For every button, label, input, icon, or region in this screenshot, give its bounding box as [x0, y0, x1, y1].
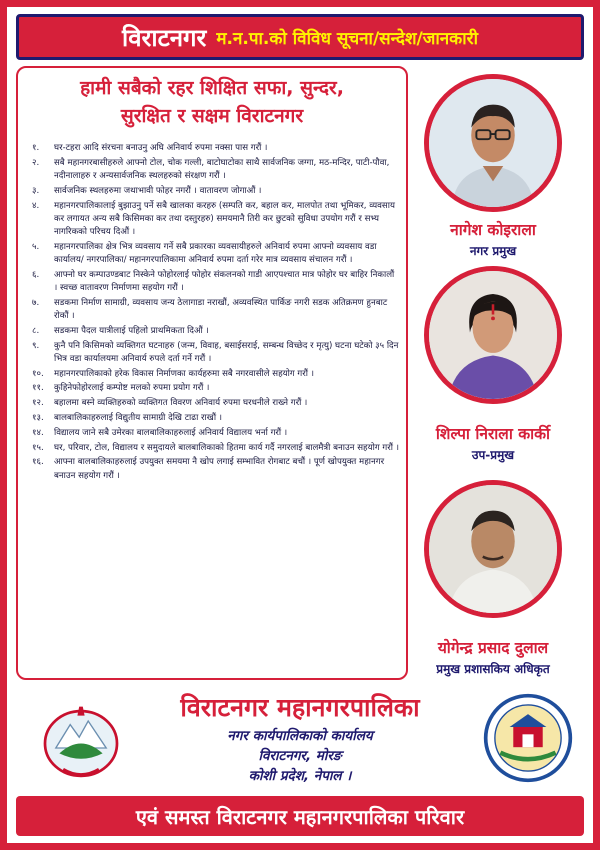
list-item [26, 442, 400, 455]
item-text: सडकमा निर्माण सामाग्री, व्यवसाय जन्य ठेलागाडा नराखौं, अव्यवस्थित पार्किङ नगरी सडक अतिक्रमण हुनबाट रोकौं । [54, 297, 388, 321]
deputy-mayor-portrait-icon [429, 271, 557, 399]
item-number: १०. [32, 368, 44, 379]
officials-column [408, 66, 578, 686]
item-text: कुहिनेफोहोरलाई कम्पोष्ट मलको रुपमा प्रयोग गरौं । [54, 383, 210, 394]
cao-photo [424, 480, 562, 618]
item-text: महानगरपालिका क्षेत्र भित्र व्यवसाय गर्ने सबै प्रकारका व्यवसायीहरुले अनिवार्य रुपमा आफ्नो व्यवसाय वडा कार्यालय/ नगरपालिका/ महानगरपालिकामा अनिवार्य रुपमा दर्ता गरेर मात्र व्यवसाय संचालन गरौं । [54, 241, 377, 265]
list-item [26, 297, 400, 323]
slogan-line-2: सुरक्षित र सक्षम विराटनगर [120, 105, 304, 127]
mayor-name: नागेश कोइराला [450, 221, 536, 239]
item-number: १३. [32, 412, 44, 423]
item-number: १२. [32, 398, 44, 409]
list-item [26, 382, 400, 395]
office-province: कोशी प्रदेश, नेपाल । [248, 768, 352, 784]
slogan-headline [18, 68, 406, 130]
list-item [26, 456, 400, 482]
cao-role: प्रमुख प्रशासकिय अधिकृत [436, 662, 550, 676]
list-item [26, 368, 400, 381]
item-text: बालबालिकाहरुलाई विद्युतीय सामाग्री देखि टाढा राखौं । [54, 412, 223, 423]
metropolitan-logo [482, 692, 574, 784]
mayor-photo [424, 74, 562, 212]
metropolitan-logo-icon [482, 692, 574, 784]
item-text: घर, परिवार, टोल, विद्यालय र समुदायले बालबालिकाको हितमा कार्य गर्दै नगरलाई बालमैत्री बनाउन सहयोग गरौं । [54, 442, 399, 453]
deputy-mayor-photo [424, 266, 562, 404]
item-text: सार्वजनिक स्थलहरुमा जथाभावी फोहर नगरौं । वातावरण जोगाऔं । [54, 185, 262, 196]
item-text: सडकमा पैदल यात्रीलाई पहिलो प्राथमिकता दिऔं । [54, 325, 209, 336]
office-name: नगर कार्यपालिकाको कार्यालय [227, 728, 373, 744]
item-text: विद्यालय जाने सबै उमेरका बालबालिकाहरुलाई अनिवार्य विद्यालय भर्ना गरौं । [54, 427, 288, 438]
list-item [26, 325, 400, 338]
item-number: २. [32, 157, 40, 168]
item-number: ३. [32, 185, 40, 196]
deputy-mayor-name: शिल्पा निराला कार्की [435, 425, 551, 443]
item-number: १५. [32, 442, 44, 453]
list-item [26, 340, 400, 366]
nepal-emblem-icon [36, 694, 126, 784]
organization-block [16, 688, 584, 788]
mayor-role: नगर प्रमुख [469, 244, 517, 258]
cao-name: योगेन्द्र प्रसाद दुलाल [437, 639, 549, 657]
notice-list [26, 142, 400, 484]
list-item [26, 269, 400, 295]
organization-name: विराटनगर महानगरपालिका [180, 693, 420, 722]
item-number: ५. [32, 241, 40, 252]
list-item [26, 397, 400, 410]
item-number: ४. [32, 200, 40, 211]
item-number: ७. [32, 297, 40, 308]
item-number: ९. [32, 340, 40, 351]
list-item [26, 427, 400, 440]
slogan-line-1: हामी सबैको रहर शिक्षित सफा, सुन्दर, [80, 77, 344, 99]
list-item [26, 157, 400, 183]
item-text: बहालमा बस्ने व्यक्तिहरुको व्यक्तिगत विवरण अनिवार्य रुपमा घरधनीले राख्ने गरौं । [54, 398, 308, 409]
nepal-emblem [36, 694, 126, 784]
list-item [26, 241, 400, 267]
item-text: घर-टहरा आदि संरचना बनाउनु अघि अनिवार्य रुपमा नक्सा पास गरौं । [54, 143, 268, 153]
item-text: कुनै पनि किसिमको व्यक्तिगत घटनाहरु (जन्म, विवाह, बसाईसराई, सम्बन्ध विच्छेद र मृत्यु) घटना घटेको ३५ दिन भित्र वडा कार्यालयमा अनिवार्य रुपले दर्ता गर्ने गरौं । [54, 340, 399, 364]
banner-title: विराटनगर [122, 23, 207, 52]
item-text: सबै महानगरबासीहरुले आफ्नो टोल, चोक गल्ली, बाटोघाटोका साथै सार्वजनिक जग्गा, मठ-मन्दिर, पाटी-पौवा, नदीनालाहरु र अन्यसार्वजनिक स्थलहरुको संरक्षण गरौं । [54, 157, 390, 181]
banner-subtitle: म.न.पा.को विविध सूचना/सन्देश/जानकारी [216, 28, 478, 49]
item-number: ११. [32, 383, 44, 394]
office-location: विराटनगर, मोरङ [258, 748, 342, 764]
notice-panel [16, 66, 408, 680]
mayor-portrait-icon [429, 79, 557, 207]
item-number: १६. [32, 457, 44, 468]
footer-text: एवं समस्त विराटनगर महानगरपालिका परिवार [135, 804, 465, 829]
item-text: आफ्नो घर कम्पाउण्डबाट निस्केने फोहोरलाई फोहोर संकलनको गाडी आएपश्चात मात्र फोहोर घर बाहिर निकालौं । स्वच्छ वातावरण निर्माणमा सहयोग गरौं । [54, 269, 395, 293]
list-item [26, 200, 400, 240]
item-text: आफ्ना बालबालिकाहरुलाई उपयुक्त समयमा नै खोप लगाई सम्भावित रोगबाट बचौं । पूर्ण खोपयुक्त महानगर बनाउन सहयोग गरौं । [54, 457, 385, 481]
footer-banner [16, 796, 584, 836]
item-number: ८. [32, 325, 40, 336]
deputy-mayor-role: उप-प्रमुख [471, 448, 515, 462]
item-text: महानगरपालिकालाई बुझाउनु पर्ने सबै खालका करहरु (सम्पति कर, बहाल कर, मालपोत तथा भूमिकर, व्यवसाय कर लगायत अन्य सबै किसिमका कर तथा दस्तुरहरु) समयमानै तिरी कर छुटको सुविधा उपयोग गरौं र सभ्य नागरिकको परिचय दिऔं । [54, 200, 395, 237]
item-number: १. [32, 143, 40, 153]
item-text: महानगरपालिकाको हरेक विकास निर्माणका कार्यहरुमा सबै नगरवासीले सहयोग गरौं । [54, 368, 315, 379]
item-number: १४. [32, 427, 44, 438]
list-item [26, 142, 400, 155]
top-banner [16, 14, 584, 60]
list-item [26, 412, 400, 425]
cao-portrait-icon [429, 485, 557, 613]
list-item [26, 185, 400, 198]
item-number: ६. [32, 269, 40, 280]
